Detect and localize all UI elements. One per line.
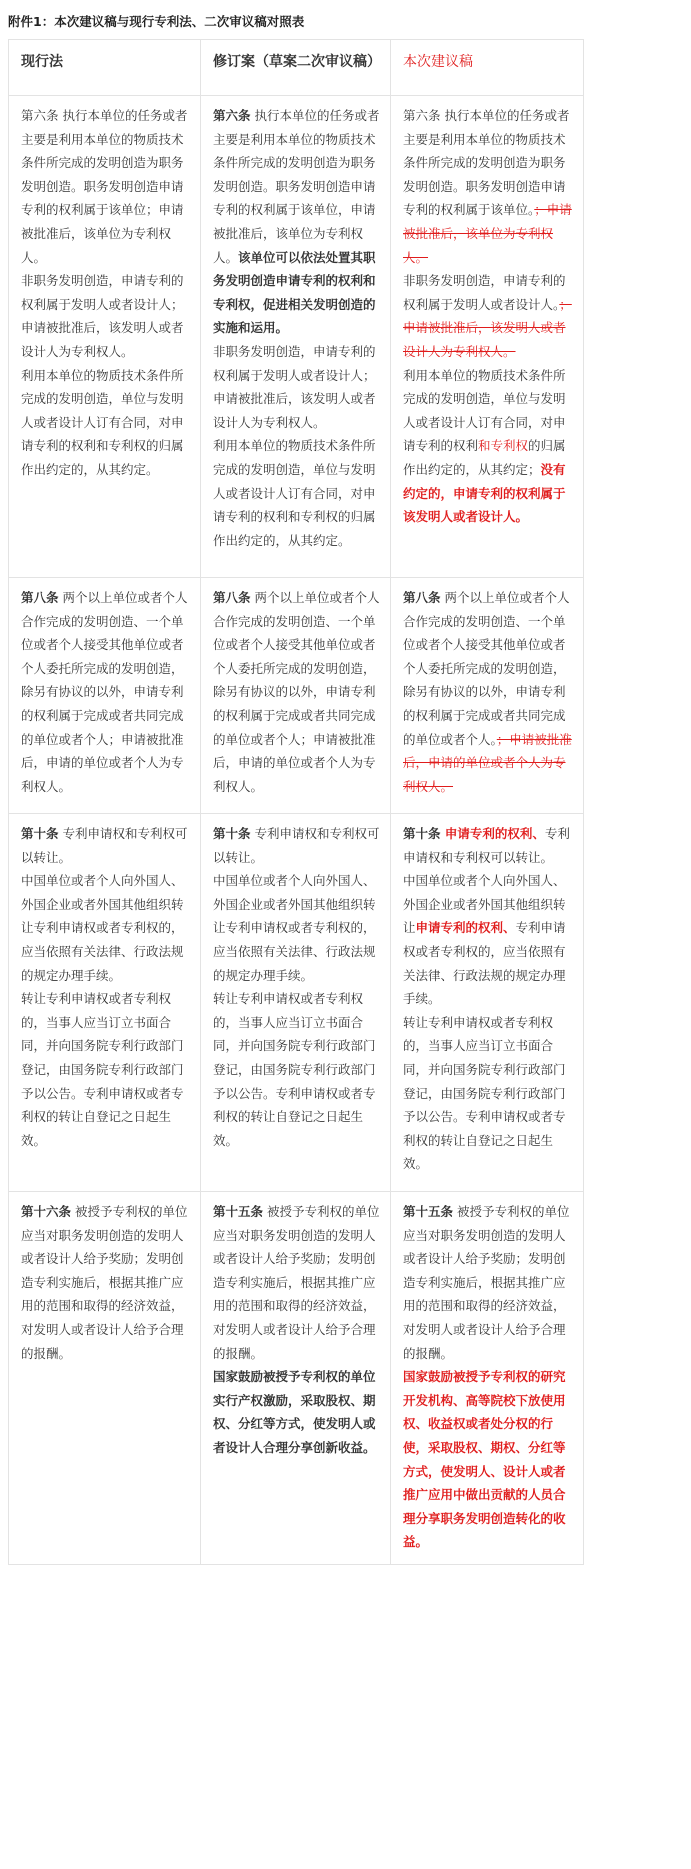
table-row	[9, 96, 584, 578]
paragraph: 中国单位或者个人向外国人、外国企业或者外国其他组织转让专利申请权或者专利权的，应当依照有关法律、行政法规的规定办理手续。	[213, 873, 376, 983]
added-text: 该单位可以依法处置其职务发明创造申请专利的权利和专利权，促进相关发明创造的实施和运用。	[213, 249, 376, 336]
article-text: 两个以上单位或者个人合作完成的发明创造、一个单位或者个人接受其他单位或者个人委托所完成的发明创造，除另有协议的以外，申请专利的权利属于完成或者共同完成的单位或者个人。	[403, 590, 570, 747]
added-text: 没有约定的，申请专利的权利属于该发明人或者设计人。	[403, 461, 566, 525]
article-text: 中国单位或者个人向外国人、外国企业或者外国其他组织转让	[403, 873, 566, 936]
article-text: 利用本单位的物质技术条件所完成的发明创造，单位与发明人或者设计人订有合同，对申请专利的权利	[403, 367, 566, 454]
page-title: 附件1：本次建议稿与现行专利法、二次审议稿对照表	[8, 14, 305, 29]
header-current-law: 现行法	[9, 40, 201, 96]
paragraph	[403, 586, 574, 798]
article-text: 被授予专利权的单位应当对职务发明创造的发明人或者设计人给予奖励；发明创造专利实施后，根据其推广应用的范围和取得的经济效益，对发明人或者设计人给予合理的报酬。	[21, 1204, 188, 1361]
paragraph: 转让专利申请权或者专利权的，当事人应当订立书面合同，并向国务院专利行政部门登记，由国务院专利行政部门予以公告。专利申请权或者专利权的转让自登记之日起生效。	[21, 991, 184, 1148]
article-text: 两个以上单位或者个人合作完成的发明创造、一个单位或者个人接受其他单位或者个人委托所完成的发明创造，除另有协议的以外，申请专利的权利属于完成或者共同完成的单位或者个人；申请被批准后，申请的单位或者个人为专利权人。	[213, 590, 380, 794]
added-text: 申请专利的权利、	[440, 826, 545, 841]
deleted-text: ；申请被批准后，申请的单位或者个人为专利权人。	[403, 731, 572, 794]
paragraph	[403, 1200, 574, 1365]
paragraph: 中国单位或者个人向外国人、外国企业或者外国其他组织转让专利申请权或者专利权的，应当依照有关法律、行政法规的规定办理手续。	[21, 873, 184, 983]
paragraph: 非职务发明创造，申请专利的权利属于发明人或者设计人；申请被批准后，该发明人或者设计人为专利权人。	[213, 343, 376, 430]
modified-text: 和专利权	[478, 438, 529, 454]
paragraph: 利用本单位的物质技术条件所完成的发明创造，单位与发明人或者设计人订有合同，对申请专利的权利和专利权的归属作出约定的，从其约定。	[21, 367, 184, 477]
paragraph	[403, 869, 574, 1011]
table-header-row	[9, 40, 584, 96]
article-text: 专利申请权或者专利权的，应当依照有关法律、行政法规的规定办理手续。	[403, 920, 566, 1007]
cell-proposal	[391, 578, 584, 814]
deleted-text: ；申请被批准后，该单位为专利权人。	[403, 202, 572, 265]
table-row	[9, 814, 584, 1192]
article-number: 第十条	[213, 826, 251, 841]
article-text: 第六条 执行本单位的任务或者主要是利用本单位的物质技术条件所完成的发明创造为职务发明创造。职务发明创造申请专利的权利属于该单位。	[403, 108, 570, 218]
added-paragraph: 国家鼓励被授予专利权的单位实行产权激励，采取股权、期权、分红等方式，使发明人或者设计人合理分享创新收益。	[213, 1369, 376, 1455]
article-text: 专利申请权和专利权可以转让。	[403, 826, 570, 865]
paragraph	[403, 269, 574, 363]
article-number: 第八条	[403, 590, 441, 605]
article-number: 第十五条	[403, 1204, 454, 1219]
paragraph	[213, 822, 381, 869]
cell-current-law	[9, 578, 201, 814]
paragraph: 第六条 执行本单位的任务或者主要是利用本单位的物质技术条件所完成的发明创造为职务发明创造。职务发明创造申请专利的权利属于该单位；申请被批准后，该单位为专利权人。	[21, 108, 188, 265]
article-number: 第十六条	[21, 1204, 72, 1219]
cell-current-law	[9, 96, 201, 578]
paragraph	[213, 586, 381, 798]
article-text: 专利申请权和专利权可以转让。	[21, 826, 188, 865]
cell-second-draft	[201, 1192, 391, 1565]
article-text: 被授予专利权的单位应当对职务发明创造的发明人或者设计人给予奖励；发明创造专利实施后，根据其推广应用的范围和取得的经济效益，对发明人或者设计人给予合理的报酬。	[213, 1204, 380, 1361]
cell-second-draft	[201, 96, 391, 578]
paragraph	[21, 586, 191, 798]
article-text: 非职务发明创造，申请专利的权利属于发明人或者设计人。	[403, 273, 566, 312]
paragraph	[403, 364, 574, 529]
paragraph: 利用本单位的物质技术条件所完成的发明创造，单位与发明人或者设计人订有合同，对申请专利的权利和专利权的归属作出约定的，从其约定。	[213, 438, 376, 548]
cell-proposal	[391, 814, 584, 1192]
cell-proposal	[391, 1192, 584, 1565]
cell-current-law	[9, 1192, 201, 1565]
paragraph	[213, 1200, 381, 1365]
cell-second-draft	[201, 578, 391, 814]
paragraph	[403, 822, 574, 869]
paragraph: 转让专利申请权或者专利权的，当事人应当订立书面合同，并向国务院专利行政部门登记，由国务院专利行政部门予以公告。专利申请权或者专利权的转让自登记之日起生效。	[213, 991, 376, 1148]
paragraph: 非职务发明创造，申请专利的权利属于发明人或者设计人；申请被批准后，该发明人或者设计人为专利权人。	[21, 273, 184, 359]
table-row	[9, 578, 584, 814]
paragraph	[21, 822, 191, 869]
deleted-text: ；申请被批准后，该发明人或者设计人为专利权人。	[403, 296, 572, 359]
cell-proposal	[391, 96, 584, 578]
comparison-table	[8, 39, 584, 1565]
cell-current-law	[9, 814, 201, 1192]
article-text: 执行本单位的任务或者主要是利用本单位的物质技术条件所完成的发明创造为职务发明创造。职务发明创造申请专利的权利属于该单位，申请被批准后，该单位为专利权人。	[213, 108, 380, 265]
article-number: 第十条	[403, 826, 441, 841]
article-number: 第十条	[21, 826, 59, 841]
added-paragraph: 国家鼓励被授予专利权的研究开发机构、高等院校下放使用权、收益权或者处分权的行使，采取股权、期权、分红等方式，使发明人、设计人或者推广应用中做出贡献的人员合理分享职务发明创造转化的收益。	[403, 1369, 566, 1550]
article-number: 第八条	[21, 590, 59, 605]
article-number: 第八条	[213, 590, 251, 605]
header-proposal: 本次建议稿	[391, 40, 584, 96]
cell-second-draft	[201, 814, 391, 1192]
paragraph: 转让专利申请权或者专利权的，当事人应当订立书面合同，并向国务院专利行政部门登记，由国务院专利行政部门予以公告。专利申请权或者专利权的转让自登记之日起生效。	[403, 1014, 566, 1172]
table-row	[9, 1192, 584, 1565]
article-number: 第六条	[213, 108, 251, 123]
paragraph	[403, 104, 574, 269]
paragraph	[21, 1200, 191, 1365]
article-text: 两个以上单位或者个人合作完成的发明创造、一个单位或者个人接受其他单位或者个人委托所完成的发明创造，除另有协议的以外，申请专利的权利属于完成或者共同完成的单位或者个人；申请被批准后，申请的单位或者个人为专利权人。	[21, 590, 188, 794]
header-second-draft: 修订案（草案二次审议稿）	[201, 40, 391, 96]
article-text: 被授予专利权的单位应当对职务发明创造的发明人或者设计人给予奖励；发明创造专利实施后，根据其推广应用的范围和取得的经济效益，对发明人或者设计人给予合理的报酬。	[403, 1204, 570, 1361]
paragraph	[213, 104, 381, 340]
article-number: 第十五条	[213, 1204, 264, 1219]
article-text: 专利申请权和专利权可以转让。	[213, 826, 380, 865]
article-text: 的归属作出约定的，从其约定；	[403, 438, 566, 477]
added-text: 申请专利的权利、	[415, 920, 516, 936]
